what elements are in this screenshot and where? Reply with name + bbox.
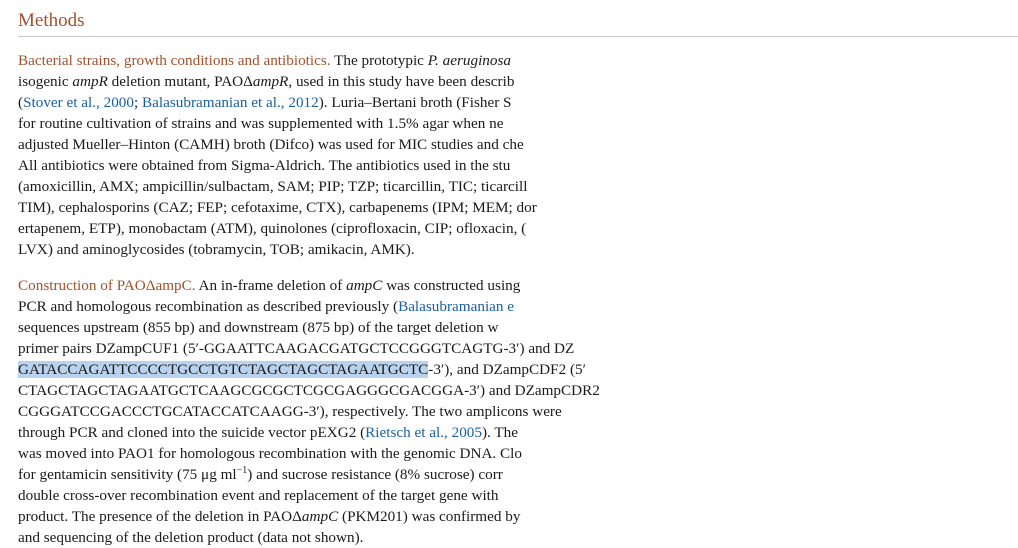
gene-name: ampC xyxy=(346,277,383,294)
gene-name: ampR xyxy=(72,73,108,90)
p1-line-4: for routine cultivation of strains and was supplemented with 1.5% agar when ne xyxy=(18,115,504,132)
p2-text: through PCR and cloned into the suicide vector pEXG2 ( xyxy=(18,424,366,441)
p1-line-2 xyxy=(18,71,514,92)
p1-line-10: LVX) and aminoglycosides (tobramycin, TOB; amikacin, AMK). xyxy=(18,241,415,258)
p2-line-10 xyxy=(18,464,503,485)
p2-text: for gentamicin sensitivity (75 μg ml xyxy=(18,466,237,483)
p2-line-2 xyxy=(18,296,514,317)
p2-text: product. The presence of the deletion in PAOΔ xyxy=(18,508,302,525)
p2-line-1 xyxy=(18,275,520,296)
p1-text: , used in this study have been describ xyxy=(288,73,515,90)
p1-line-5: adjusted Mueller–Hinton (CAMH) broth (Difco) was used for MIC studies and che xyxy=(18,136,524,153)
selected-text-highlight[interactable]: GATACCAGATTCCCCTGCCTGTCTAGCTAGCTAGAATGCTC xyxy=(18,361,429,378)
p2-line-7: CGGGATCCGACCCTGCATACCATCAAGG-3′), respectively. The two amplicons were xyxy=(18,403,562,420)
p1-text: The prototypic xyxy=(334,52,428,69)
citation-link-stover[interactable]: Stover et al., 2000 xyxy=(23,94,134,111)
species-name: P. aeruginosa xyxy=(427,52,511,69)
p2-text: (PKM201) was confirmed by xyxy=(338,508,521,525)
p1-text: ). Luria–Bertani broth (Fisher S xyxy=(318,94,512,111)
p2-text: -3′), and DZampCDF2 (5′ xyxy=(428,361,586,378)
p2-text: PCR and homologous recombination as described previously ( xyxy=(18,298,399,315)
p1-line-7: (amoxicillin, AMX; ampicillin/sulbactam, SAM; PIP; TZP; ticarcillin, TIC; ticarcill xyxy=(18,178,528,195)
gene-name: ampC xyxy=(301,508,339,525)
p2-line-4: primer pairs DZampCUF1 (5′-GGAATTCAAGACGATGCTCCGGGTCAGTG-3′) and DZ xyxy=(18,340,575,357)
p2-line-3: sequences upstream (855 bp) and downstream (875 bp) of the target deletion w xyxy=(18,319,499,336)
p2-text: was constructed using xyxy=(382,277,521,294)
p1-line-1 xyxy=(18,50,511,71)
p2-line-6: CTAGCTAGCTAGAATGCTCAAGCGCGCTCGCGAGGGCGACGGA-3′) and DZampCDR2 xyxy=(18,382,600,399)
citation-link-balasubramanian[interactable]: Balasubramanian et al., 2012 xyxy=(142,94,319,111)
p2-line-8 xyxy=(18,422,518,443)
p2-text: ). The xyxy=(481,424,518,441)
p2-line-12 xyxy=(18,506,520,527)
p2-text: An in-frame deletion of xyxy=(198,277,347,294)
gene-name: ampR xyxy=(252,73,289,90)
p2-line-5 xyxy=(18,359,586,380)
p2-line-13: and sequencing of the deletion product (data not shown). xyxy=(18,529,364,546)
p1-text: ; xyxy=(134,94,143,111)
p1-text: ( xyxy=(18,94,24,111)
p1-text: isogenic xyxy=(18,73,73,90)
p2-line-11: double cross-over recombination event and replacement of the target gene with xyxy=(18,487,499,504)
p2-line-9: was moved into PAO1 for homologous recombination with the genomic DNA. Clo xyxy=(18,445,522,462)
section-divider xyxy=(18,36,1018,37)
p1-line-8: TIM), cephalosporins (CAZ; FEP; cefotaxime, CTX), carbapenems (IPM; MEM; dor xyxy=(18,199,537,216)
superscript: −1 xyxy=(236,464,248,476)
p2-heading: Construction of PAOΔampC. xyxy=(18,277,196,294)
section-heading: Methods xyxy=(18,10,85,31)
p2-text: ) and sucrose resistance (8% sucrose) corr xyxy=(247,466,503,483)
p1-line-9: ertapenem, ETP), monobactam (ATM), quinolones (ciprofloxacin, CIP; ofloxacin, ( xyxy=(18,220,527,237)
p1-text: deletion mutant, PAOΔ xyxy=(107,73,253,90)
p1-line-6: All antibiotics were obtained from Sigma-Aldrich. The antibiotics used in the stu xyxy=(18,157,511,174)
citation-link-balasubramanian[interactable]: Balasubramanian e xyxy=(398,298,515,315)
p1-line-3 xyxy=(18,92,512,113)
citation-link-rietsch[interactable]: Rietsch et al., 2005 xyxy=(365,424,482,441)
p1-heading: Bacterial strains, growth conditions and antibiotics. xyxy=(18,52,331,69)
